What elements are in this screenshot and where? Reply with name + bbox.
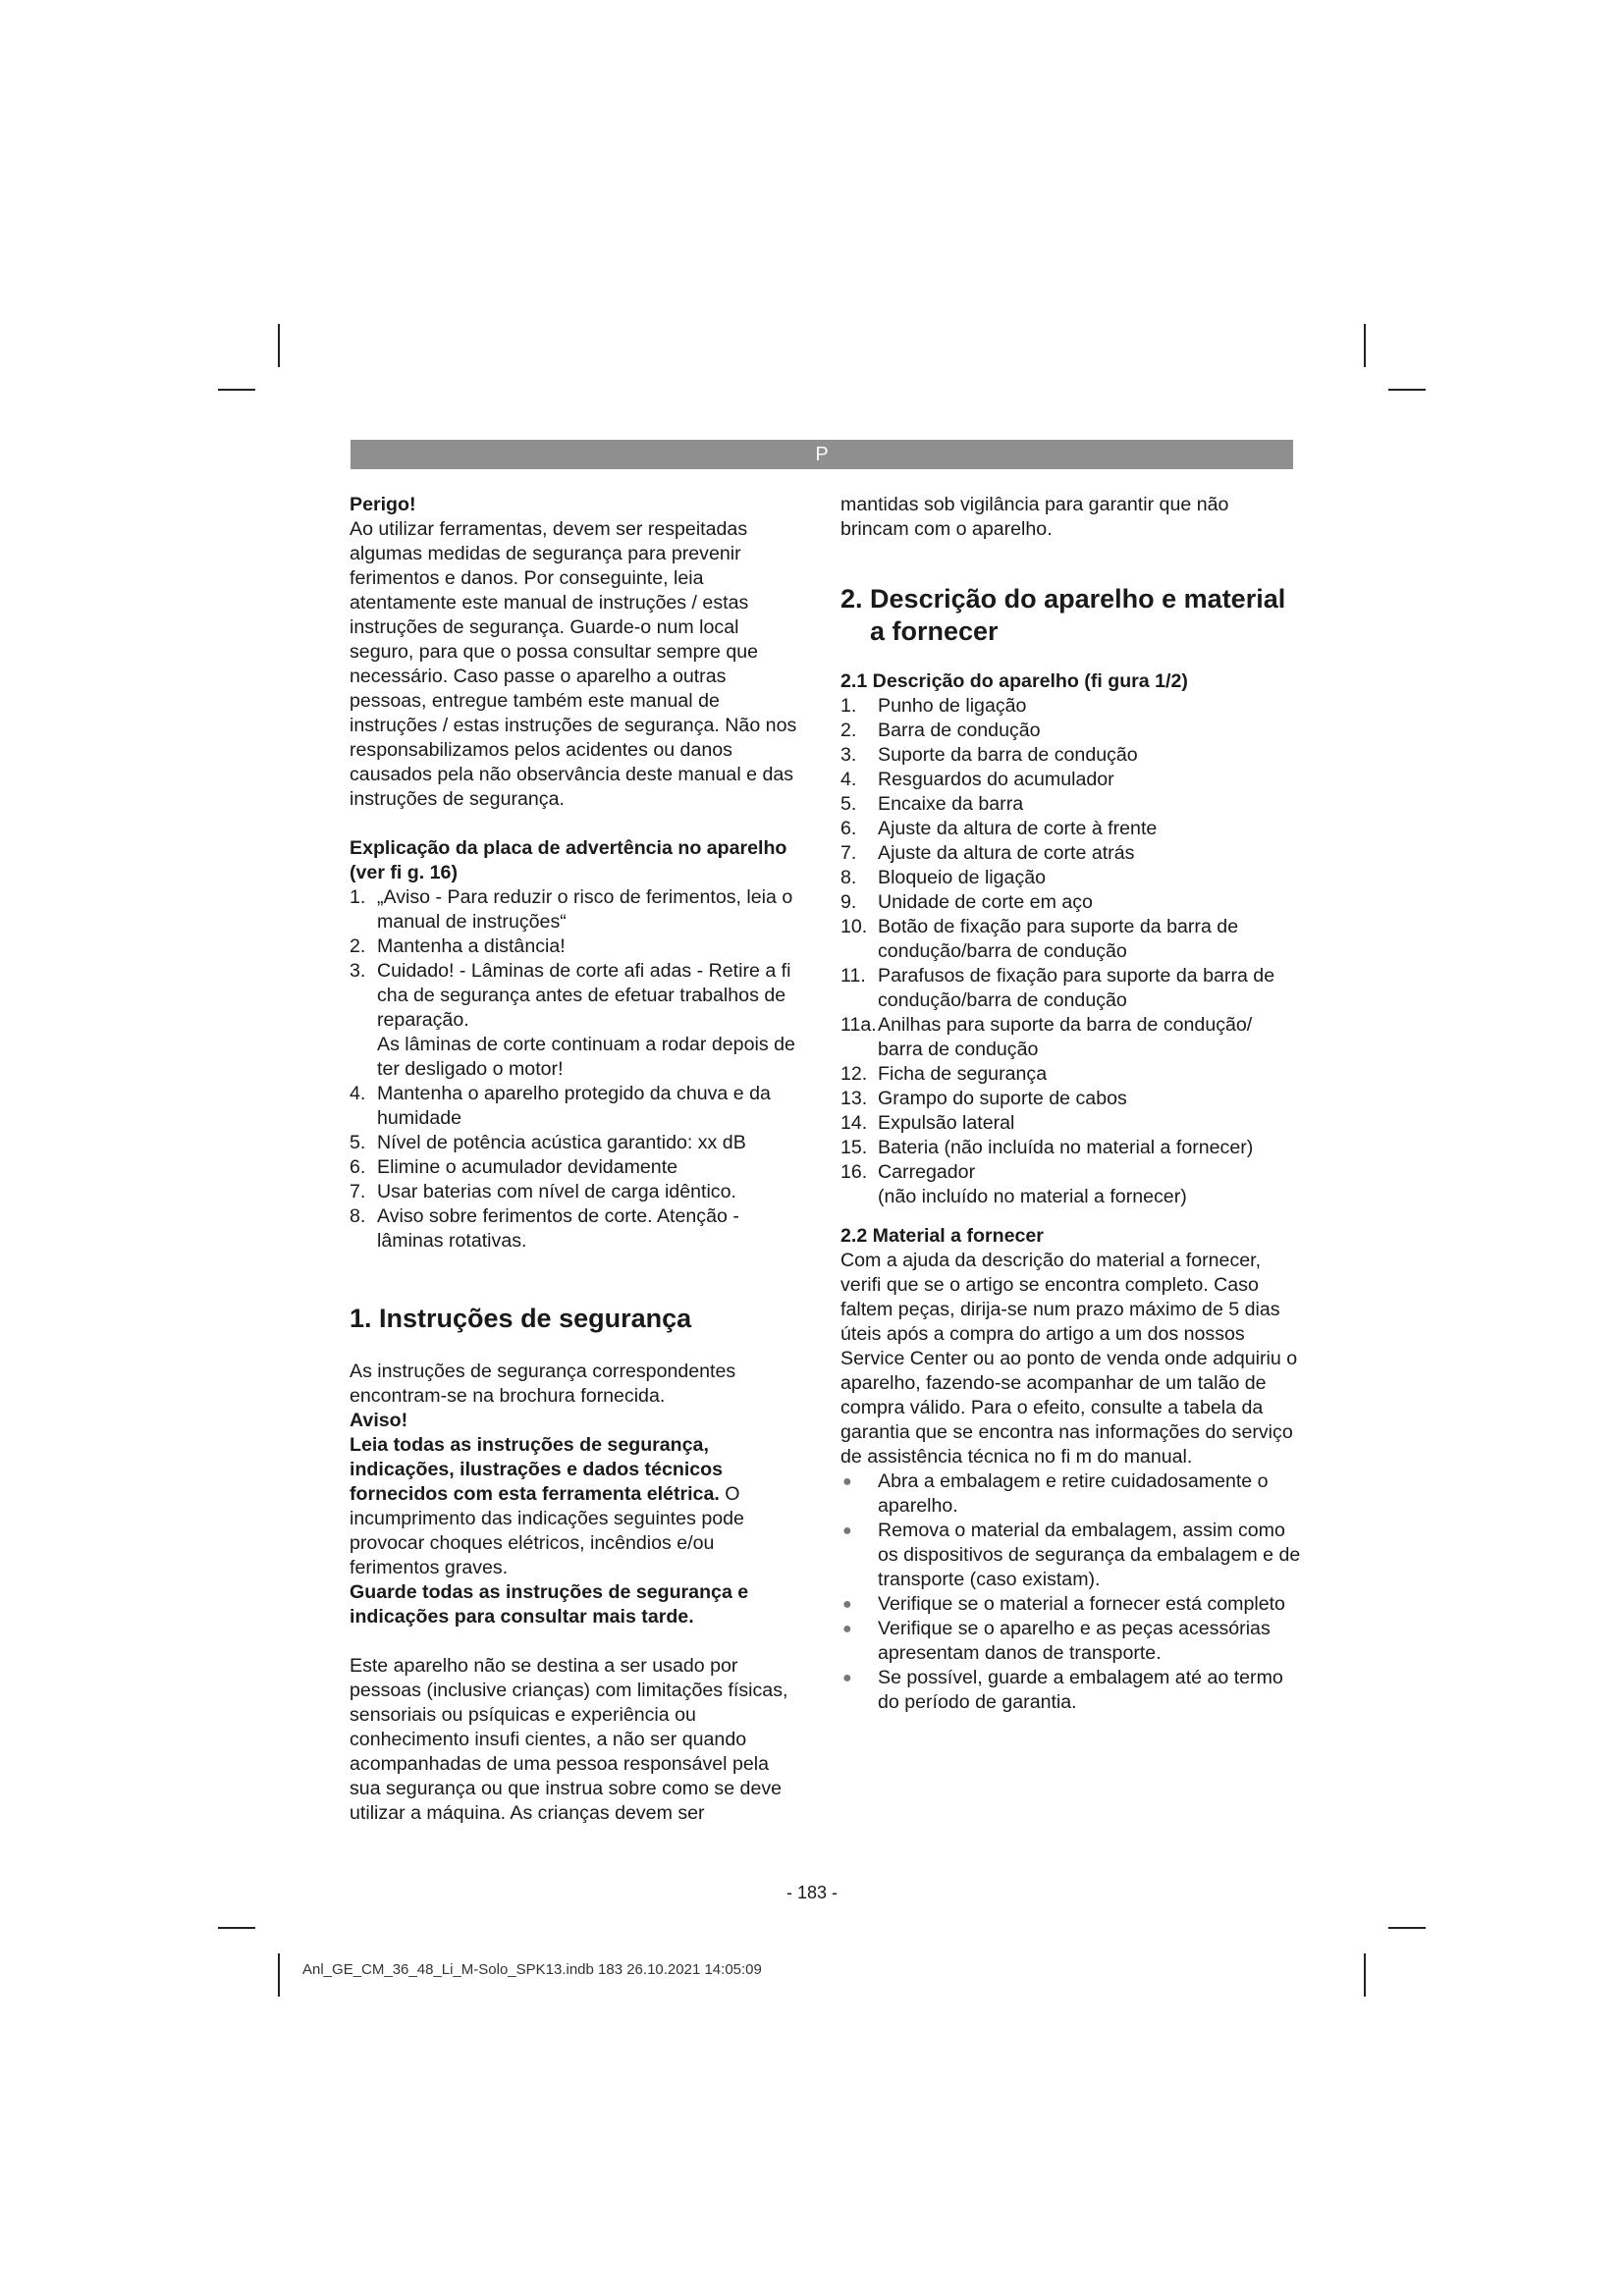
list-item: 2. Mantenha a distância!	[350, 935, 566, 957]
list-item: 15. Bateria (não incluída no material a fornecer)	[840, 1137, 1254, 1158]
crop-mark-top-left-vertical	[278, 324, 280, 367]
list-item: 7. Ajuste da altura de corte atrás	[840, 842, 1135, 864]
crop-mark-top-right-vertical	[1364, 324, 1366, 367]
warning-plate-title: Explicação da placa de advertência no aparelho (ver fi g. 16)	[350, 837, 787, 883]
crop-mark-bottom-left-horizontal	[218, 1927, 255, 1929]
list-item: 7. Usar baterias com nível de carga idêntico.	[350, 1181, 736, 1202]
section-2-number: 2.	[840, 584, 863, 614]
list-item: ● Abra a embalagem e retire cuidadosamente o aparelho.	[842, 1470, 1269, 1517]
bullet-icon: ●	[842, 1621, 852, 1637]
list-item: 6. Ajuste da altura de corte à frente	[840, 818, 1158, 839]
bullet-icon: ●	[842, 1522, 852, 1539]
list-item: 6. Elimine o acumulador devidamente	[350, 1156, 678, 1178]
list-item: 3. Cuidado! - Lâminas de corte afi adas - Retire a fi cha de segurança antes de efetuar trabalhos de reparação. As lâminas de corte continuam a rodar depois de ter desligado o motor!	[350, 960, 795, 1080]
list-item: 4. Mantenha o aparelho protegido da chuva e da humidade	[350, 1083, 771, 1129]
list-item: 1. Punho de ligação	[840, 695, 1027, 717]
persons-paragraph: Este aparelho não se destina a ser usado por pessoas (inclusive crianças) com limitações físicas, sensoriais ou psíquicas e experiência ou conhecimento insufi cientes, a não ser quando acompanhadas de uma pessoa responsável pela sua segurança ou que instrua sobre como se deve utilizar a máquina. As crianças devem ser	[350, 1655, 788, 1824]
crop-mark-top-right-horizontal	[1388, 389, 1426, 391]
list-item: 16. Carregador (não incluído no material a fornecer)	[840, 1160, 1302, 1209]
aviso-label: Aviso!	[350, 1410, 408, 1431]
list-item: 2. Barra de condução	[840, 720, 1041, 741]
subsection-2-2-title: 2.2 Material a fornecer	[840, 1225, 1044, 1247]
aviso-rest-text: O incumprimento das indicações seguintes pode provocar choques elétricos, incêndios e/ou ferimentos graves.	[350, 1483, 744, 1578]
page-number: - 183 -	[785, 1883, 839, 1902]
section-2-heading: Descrição do aparelho e material a fornecer	[870, 584, 1286, 646]
list-item: 11. Parafusos de fixação para suporte da barra de condução/barra de condução	[840, 965, 1275, 1011]
list-item: 1. „Aviso - Para reduzir o risco de ferimentos, leia o manual de instruções“	[350, 886, 793, 933]
list-item: ● Verifique se o aparelho e as peças acessórias apresentam danos de transporte.	[842, 1618, 1271, 1664]
left-column	[350, 493, 803, 1826]
bullet-icon: ●	[842, 1670, 852, 1686]
list-item: 14. Expulsão lateral	[840, 1112, 1015, 1134]
bullet-icon: ●	[842, 1596, 852, 1613]
subsection-2-1-title: 2.1 Descrição do aparelho (fi gura 1/2)	[840, 670, 1188, 692]
language-header-bar	[351, 440, 1293, 469]
section-1-intro: As instruções de segurança correspondentes encontram-se na brochura fornecida.	[350, 1361, 736, 1407]
list-item: ● Remova o material da embalagem, assim como os dispositivos de segurança da embalagem e de transporte (caso existam).	[842, 1520, 1301, 1590]
section-2-title	[840, 583, 1302, 648]
danger-body: Ao utilizar ferramentas, devem ser respeitadas algumas medidas de segurança para prevenir ferimentos e danos. Por conseguinte, leia atentamente este manual de instruções / estas instruções de segurança. Guarde-o num local seguro, para que o possa consultar sempre que necessário. Caso passe o aparelho a outras pessoas, entregue também este manual de instruções / estas instruções de segurança. Não nos responsabilizamos pelos acidentes ou danos causados pela não observância deste manual e das instruções de segurança.	[350, 518, 797, 810]
crop-mark-bottom-left-vertical	[278, 1953, 280, 1997]
section-1-title: 1. Instruções de segurança	[350, 1304, 692, 1333]
list-item: ● Verifique se o material a fornecer está completo	[842, 1593, 1285, 1615]
list-item: ● Se possível, guarde a embalagem até ao termo do período de garantia.	[842, 1667, 1283, 1713]
danger-title: Perigo!	[350, 494, 416, 515]
part-16-note: (não incluído no material a fornecer)	[878, 1186, 1187, 1207]
bullet-icon: ●	[842, 1473, 852, 1490]
list-item: 13. Grampo do suporte de cabos	[840, 1088, 1127, 1109]
list-item: 4. Resguardos do acumulador	[840, 769, 1114, 790]
list-item: 10. Botão de fixação para suporte da barra de condução/barra de condução	[840, 916, 1239, 962]
language-code: P	[815, 444, 829, 465]
warning-plate-list	[350, 885, 803, 1254]
crop-mark-bottom-right-vertical	[1364, 1953, 1366, 1997]
list-item: 9. Unidade de corte em aço	[840, 891, 1093, 913]
print-footer: Anl_GE_CM_36_48_Li_M-Solo_SPK13.indb 183 26.10.2021 14:05:09	[302, 1961, 762, 1978]
list-item: 8. Aviso sobre ferimentos de corte. Atenção - lâminas rotativas.	[350, 1205, 739, 1252]
right-column	[840, 493, 1302, 1715]
aviso-bold-text: Leia todas as instruções de segurança, indicações, ilustrações e dados técnicos fornecidos com esta ferramenta elétrica.	[350, 1434, 724, 1505]
list-item: 11a. Anilhas para suporte da barra de condução/ barra de condução	[840, 1014, 1253, 1060]
list-item: 3. Suporte da barra de condução	[840, 744, 1138, 766]
aviso-paragraph	[350, 1433, 803, 1580]
keep-instructions: Guarde todas as instruções de segurança e indicações para consultar mais tarde.	[350, 1581, 749, 1628]
crop-mark-top-left-horizontal	[218, 389, 255, 391]
list-item: 5. Nível de potência acústica garantido: xx dB	[350, 1132, 746, 1153]
subsection-2-2-body: Com a ajuda da descrição do material a fornecer, verifi que se o artigo se encontra completo. Caso faltem peças, dirija-se num prazo máximo de 5 dias úteis após a compra do artigo a um dos nossos Service Center ou ao ponto de venda onde adquiriu o aparelho, fazendo-se acompanhar de um talão de compra válido. Para o efeito, consulte a tabela da garantia que se encontra nas informações do serviço de assistência técnica no fi m do manual.	[840, 1250, 1298, 1468]
crop-mark-bottom-right-horizontal	[1388, 1927, 1426, 1929]
continuation-text: mantidas sob vigilância para garantir que não brincam com o aparelho.	[840, 494, 1229, 540]
list-item: 12. Ficha de segurança	[840, 1063, 1048, 1085]
parts-list	[840, 694, 1302, 1209]
unpacking-steps-list	[840, 1469, 1302, 1715]
list-item: 5. Encaixe da barra	[840, 793, 1024, 815]
list-item: 8. Bloqueio de ligação	[840, 867, 1047, 888]
